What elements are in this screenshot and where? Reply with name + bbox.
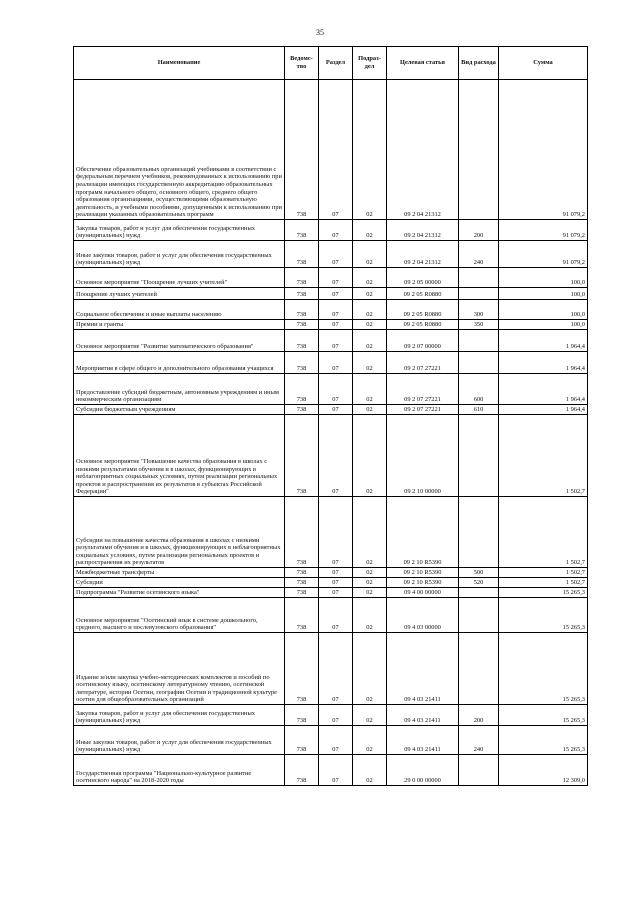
row-subsection-cell: 02	[353, 320, 387, 330]
table-row	[74, 241, 588, 268]
row-name-cell: Мероприятия в сфере общего и дополнительного образования учащихся	[74, 352, 285, 374]
row-amount-cell: 91 079,2	[499, 241, 588, 268]
row-amount-cell: 100,0	[499, 268, 588, 288]
row-target-article-cell: 09 2 05 R0880	[387, 300, 459, 320]
row-section-cell: 07	[319, 726, 353, 755]
table-row	[74, 568, 588, 578]
row-subsection-cell: 02	[353, 220, 387, 241]
row-department-cell: 738	[285, 241, 319, 268]
row-target-article-cell: 09 2 10 R5390	[387, 578, 459, 588]
row-amount-cell: 12 309,0	[499, 755, 588, 786]
row-section-cell: 07	[319, 588, 353, 598]
row-section-cell: 07	[319, 300, 353, 320]
row-subsection-cell: 02	[353, 330, 387, 352]
table-row	[74, 80, 588, 220]
header-department: Ведомс-тво	[285, 47, 319, 80]
row-subsection-cell: 02	[353, 374, 387, 405]
row-target-article-cell: 09 4 00 00000	[387, 588, 459, 598]
table-row	[74, 598, 588, 633]
row-name-cell: Иные закупки товаров, работ и услуг для обеспечения государственных (муниципальных) нужд	[74, 241, 285, 268]
row-name-cell: Субсидии на повышение качества образования в школах с низкими результатами обучения и в школах, функционирующих в неблагоприятных социальных условиях, путем реализации региональных проектов и распространения их результатов	[74, 497, 285, 568]
row-section-cell: 07	[319, 405, 353, 415]
row-name-cell: Основное мероприятие "Развитие математического образования"	[74, 330, 285, 352]
table-body	[74, 80, 588, 786]
row-department-cell: 738	[285, 80, 319, 220]
row-department-cell: 738	[285, 405, 319, 415]
table-row	[74, 415, 588, 497]
row-target-article-cell: 09 4 03 21411	[387, 726, 459, 755]
row-section-cell: 07	[319, 497, 353, 568]
row-department-cell: 738	[285, 374, 319, 405]
table-row	[74, 578, 588, 588]
row-amount-cell: 1 502,7	[499, 497, 588, 568]
table-row	[74, 288, 588, 300]
row-expense-type-cell: 200	[459, 220, 499, 241]
row-department-cell: 738	[285, 415, 319, 497]
row-expense-type-cell: 200	[459, 705, 499, 726]
row-section-cell: 07	[319, 241, 353, 268]
row-amount-cell: 100,0	[499, 300, 588, 320]
row-section-cell: 07	[319, 633, 353, 705]
row-amount-cell: 15 265,3	[499, 726, 588, 755]
row-section-cell: 07	[319, 415, 353, 497]
row-subsection-cell: 02	[353, 588, 387, 598]
row-amount-cell: 91 079,2	[499, 80, 588, 220]
row-subsection-cell: 02	[353, 415, 387, 497]
row-expense-type-cell: 500	[459, 568, 499, 578]
row-subsection-cell: 02	[353, 288, 387, 300]
table-row	[74, 705, 588, 726]
row-target-article-cell: 09 2 07 27221	[387, 374, 459, 405]
row-name-cell: Подпрограмма "Развитие осетинского языка"	[74, 588, 285, 598]
row-target-article-cell: 09 2 10 00000	[387, 415, 459, 497]
row-name-cell: Социальное обеспечение и иные выплаты населению	[74, 300, 285, 320]
row-amount-cell: 1 964,4	[499, 374, 588, 405]
row-target-article-cell: 09 2 07 27221	[387, 405, 459, 415]
row-subsection-cell: 02	[353, 568, 387, 578]
budget-table	[73, 46, 588, 786]
row-amount-cell: 1 502,7	[499, 568, 588, 578]
row-subsection-cell: 02	[353, 241, 387, 268]
row-amount-cell: 1 964,4	[499, 352, 588, 374]
row-target-article-cell: 09 2 05 R0880	[387, 320, 459, 330]
row-subsection-cell: 02	[353, 755, 387, 786]
row-department-cell: 738	[285, 633, 319, 705]
row-expense-type-cell	[459, 588, 499, 598]
table-row	[74, 588, 588, 598]
row-subsection-cell: 02	[353, 300, 387, 320]
row-department-cell: 738	[285, 588, 319, 598]
row-name-cell: Поощрение лучших учителей	[74, 288, 285, 300]
row-amount-cell: 1 502,7	[499, 415, 588, 497]
row-subsection-cell: 02	[353, 80, 387, 220]
row-section-cell: 07	[319, 374, 353, 405]
row-target-article-cell: 09 2 04 21312	[387, 80, 459, 220]
table-row	[74, 633, 588, 705]
row-expense-type-cell: 350	[459, 320, 499, 330]
row-section-cell: 07	[319, 568, 353, 578]
row-department-cell: 738	[285, 497, 319, 568]
row-subsection-cell: 02	[353, 268, 387, 288]
row-expense-type-cell	[459, 80, 499, 220]
row-expense-type-cell	[459, 497, 499, 568]
row-subsection-cell: 02	[353, 405, 387, 415]
row-amount-cell: 91 079,2	[499, 220, 588, 241]
row-section-cell: 07	[319, 755, 353, 786]
row-expense-type-cell	[459, 598, 499, 633]
row-department-cell: 738	[285, 300, 319, 320]
row-amount-cell: 1 964,4	[499, 405, 588, 415]
row-department-cell: 738	[285, 352, 319, 374]
row-department-cell: 738	[285, 755, 319, 786]
row-name-cell: Иные закупки товаров, работ и услуг для обеспечения государственных (муниципальных) нужд	[74, 726, 285, 755]
table-row	[74, 268, 588, 288]
header-subsection: Подраз-дел	[353, 47, 387, 80]
row-amount-cell: 15 265,3	[499, 633, 588, 705]
row-department-cell: 738	[285, 568, 319, 578]
row-section-cell: 07	[319, 352, 353, 374]
row-section-cell: 07	[319, 705, 353, 726]
row-department-cell: 738	[285, 320, 319, 330]
row-department-cell: 738	[285, 705, 319, 726]
row-expense-type-cell: 600	[459, 374, 499, 405]
table-row	[74, 405, 588, 415]
row-name-cell: Межбюджетные трансферты	[74, 568, 285, 578]
row-expense-type-cell: 610	[459, 405, 499, 415]
row-expense-type-cell	[459, 268, 499, 288]
row-department-cell: 738	[285, 578, 319, 588]
row-department-cell: 738	[285, 598, 319, 633]
header-amount: Сумма	[499, 47, 588, 80]
row-subsection-cell: 02	[353, 705, 387, 726]
row-expense-type-cell	[459, 415, 499, 497]
row-amount-cell: 1 964,4	[499, 330, 588, 352]
row-expense-type-cell	[459, 288, 499, 300]
row-name-cell: Основное мероприятие "Осетинский язык в системе дошкольного, среднего, высшего и послевузовского образования"	[74, 598, 285, 633]
row-name-cell: Закупка товаров, работ и услуг для обеспечения государственных (муниципальных) нужд	[74, 220, 285, 241]
row-expense-type-cell	[459, 633, 499, 705]
table-header-row	[74, 47, 588, 80]
header-section: Раздел	[319, 47, 353, 80]
table-row	[74, 755, 588, 786]
row-target-article-cell: 09 2 04 21312	[387, 241, 459, 268]
row-target-article-cell: 29 0 00 00000	[387, 755, 459, 786]
row-name-cell: Премии и гранты	[74, 320, 285, 330]
row-amount-cell: 100,0	[499, 288, 588, 300]
row-section-cell: 07	[319, 578, 353, 588]
row-target-article-cell: 09 2 07 00000	[387, 330, 459, 352]
row-subsection-cell: 02	[353, 726, 387, 755]
header-target-article: Целевая статья	[387, 47, 459, 80]
table-row	[74, 352, 588, 374]
row-expense-type-cell: 520	[459, 578, 499, 588]
row-department-cell: 738	[285, 288, 319, 300]
row-department-cell: 738	[285, 268, 319, 288]
row-name-cell: Субсидии	[74, 578, 285, 588]
table-row	[74, 497, 588, 568]
row-department-cell: 738	[285, 330, 319, 352]
row-target-article-cell: 09 2 10 R5390	[387, 568, 459, 578]
header-name: Наименование	[74, 47, 285, 80]
row-department-cell: 738	[285, 726, 319, 755]
row-expense-type-cell	[459, 330, 499, 352]
table-row	[74, 320, 588, 330]
header-expense-type: Вид расхода	[459, 47, 499, 80]
row-name-cell: Государственная программа "Национально-культурное развитие осетинского народа" на 2018-2020 годы	[74, 755, 285, 786]
row-expense-type-cell	[459, 755, 499, 786]
row-name-cell: Предоставление субсидий бюджетным, автономным учреждениям и иным некоммерческим организациям	[74, 374, 285, 405]
table-row	[74, 220, 588, 241]
table-row	[74, 330, 588, 352]
row-amount-cell: 1 502,7	[499, 578, 588, 588]
row-subsection-cell: 02	[353, 633, 387, 705]
row-target-article-cell: 09 4 03 21411	[387, 633, 459, 705]
row-expense-type-cell: 240	[459, 726, 499, 755]
row-name-cell: Основное мероприятие "Поощрение лучших учителей"	[74, 268, 285, 288]
row-expense-type-cell: 300	[459, 300, 499, 320]
row-target-article-cell: 09 2 05 00000	[387, 268, 459, 288]
row-target-article-cell: 09 4 03 21411	[387, 705, 459, 726]
row-section-cell: 07	[319, 268, 353, 288]
table-row	[74, 300, 588, 320]
row-name-cell: Основное мероприятие "Повышение качества образования в школах с низкими результатами обучения и в школах, функционирующих в неблагоприятных социальных условиях, путем реализации региональных проектов и распространения их результатов в субъектах Российской Федерации"	[74, 415, 285, 497]
row-amount-cell: 100,0	[499, 320, 588, 330]
table-row	[74, 374, 588, 405]
row-amount-cell: 15 265,3	[499, 588, 588, 598]
row-target-article-cell: 09 2 10 R5390	[387, 497, 459, 568]
row-subsection-cell: 02	[353, 352, 387, 374]
row-section-cell: 07	[319, 288, 353, 300]
row-subsection-cell: 02	[353, 578, 387, 588]
row-name-cell: Обеспечение образовательных организаций учебниками в соответствии с федеральным перечнем учебников, рекомендованных к использованию при реализации имеющих государственную аккредитацию образовательных программ начального общего, основного общего, среднего общего образования организациями, осуществляющими образовательную деятельность, и учебными пособиями, допущенными к использованию при реализации указанных образовательных программ	[74, 80, 285, 220]
row-name-cell: Издание и/или закупка учебно-методических комплектов и пособий по осетинскому языку, осетинскому литературному чтению, осетинской литературе, истории Осетии, географии Осетии и традиционной культуре осетин для общеобразовательных организаций	[74, 633, 285, 705]
row-section-cell: 07	[319, 220, 353, 241]
table-row	[74, 726, 588, 755]
row-subsection-cell: 02	[353, 497, 387, 568]
page-number: 35	[316, 28, 324, 37]
row-name-cell: Закупка товаров, работ и услуг для обеспечения государственных (муниципальных) нужд	[74, 705, 285, 726]
row-expense-type-cell: 240	[459, 241, 499, 268]
row-section-cell: 07	[319, 330, 353, 352]
row-name-cell: Субсидии бюджетным учреждениям	[74, 405, 285, 415]
row-subsection-cell: 02	[353, 598, 387, 633]
row-expense-type-cell	[459, 352, 499, 374]
row-department-cell: 738	[285, 220, 319, 241]
row-target-article-cell: 09 2 05 R0880	[387, 288, 459, 300]
row-section-cell: 07	[319, 598, 353, 633]
row-target-article-cell: 09 4 03 00000	[387, 598, 459, 633]
row-section-cell: 07	[319, 80, 353, 220]
row-target-article-cell: 09 2 04 21312	[387, 220, 459, 241]
row-amount-cell: 15 265,3	[499, 598, 588, 633]
row-amount-cell: 15 265,3	[499, 705, 588, 726]
row-section-cell: 07	[319, 320, 353, 330]
row-target-article-cell: 09 2 07 27221	[387, 352, 459, 374]
